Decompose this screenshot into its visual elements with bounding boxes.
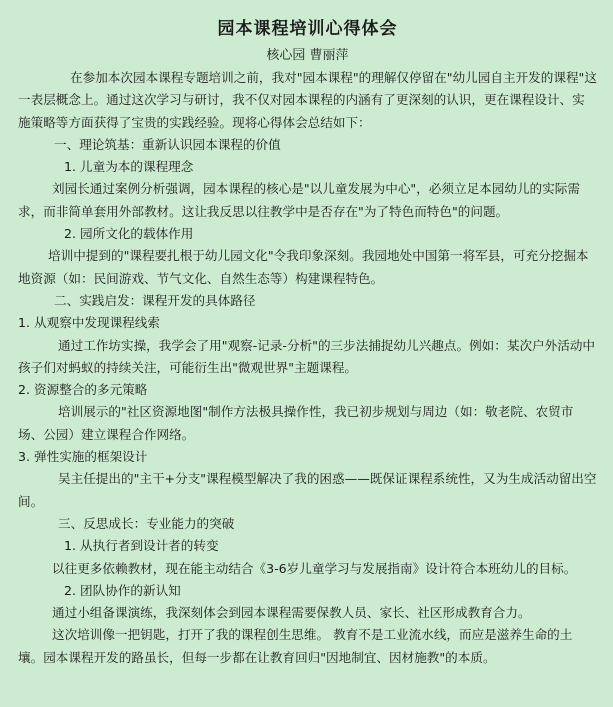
subheading-1-2: 2. 园所文化的载体作用 <box>64 226 194 242</box>
paragraph-3-1: 以往更多依赖教材，现在能主动结合《3-6岁儿童学习与发展指南》设计符合本班幼儿的目标。 <box>52 560 577 576</box>
paragraph-2-1: 通过工作坊实操，我学会了用"观察-记录-分析"的三步法捕捉幼儿兴趣点。例如：某次户外活动中孩子们对蚂蚁的持续关注，可能衍生出"微观世界"主题课程。 <box>18 337 596 375</box>
subheading-2-3: 3. 弹性实施的框架设计 <box>18 449 148 465</box>
intro-paragraph: 在参加本次园本课程专题培训之前，我对"园本课程"的理解仅停留在"幼儿园自主开发的课程"这一表层概念上。通过这次学习与研讨，我不仅对园本课程的内涵有了更深刻的认识，更在课程设计、实施策略等方面获得了宝贵的实践经验。现将心得体会总结如下： <box>18 70 597 130</box>
subheading-2-2: 2. 资源整合的多元策略 <box>18 382 148 398</box>
paragraph-1-1: 刘园长通过案例分析强调，园本课程的核心是"以儿童发展为中心"，必须立足本园幼儿的实际需求，而非简单套用外部教材。这让我反思以往教学中是否存在"为了特色而特色"的问题。 <box>18 181 580 219</box>
section-heading-2: 二、实践启发：课程开发的具体路径 <box>54 292 256 308</box>
section-heading-3: 三、反思成长：专业能力的突破 <box>58 515 235 531</box>
subheading-1-1: 1. 儿童为本的课程理念 <box>64 159 194 175</box>
subheading-2-1: 1. 从观察中发现课程线索 <box>18 315 160 331</box>
document-author: 核心园 曹丽萍 <box>266 48 349 63</box>
paragraph-2-3: 吴主任提出的"主干+分支"课程模型解决了我的困惑——既保证课程系统性，又为生成活动留出空间。 <box>18 471 597 509</box>
paragraph-1-2: 培训中提到的"课程要扎根于幼儿园文化"令我印象深刻。我园地处中国第一将军县，可充分挖掘本地资源（如：民间游戏、节气文化、自然生态等）构建课程特色。 <box>18 248 589 286</box>
paragraph-3-2: 通过小组备课演练，我深刻体会到园本课程需要保教人员、家长、社区形成教育合力。 <box>52 605 531 621</box>
section-heading-1: 一、理论筑基：重新认识园本课程的价值 <box>54 136 281 152</box>
subheading-3-2: 2. 团队协作的新认知 <box>64 582 181 598</box>
paragraph-2-2: 培训展示的"社区资源地图"制作方法极具操作性，我已初步规划与周边（如：敬老院、农贸市场、公园）建立课程合作网络。 <box>18 404 574 442</box>
subheading-3-1: 1. 从执行者到设计者的转变 <box>64 538 219 554</box>
closing-paragraph: 这次培训像一把钥匙，打开了我的课程创生思维。 教育不是工业流水线，而应是滋养生命的土壤。园本课程开发的路虽长，但每一步都在让教育回归"因地制宜、因材施教"的本质。 <box>18 627 573 665</box>
document-title: 园本课程培训心得体会 <box>217 19 398 39</box>
